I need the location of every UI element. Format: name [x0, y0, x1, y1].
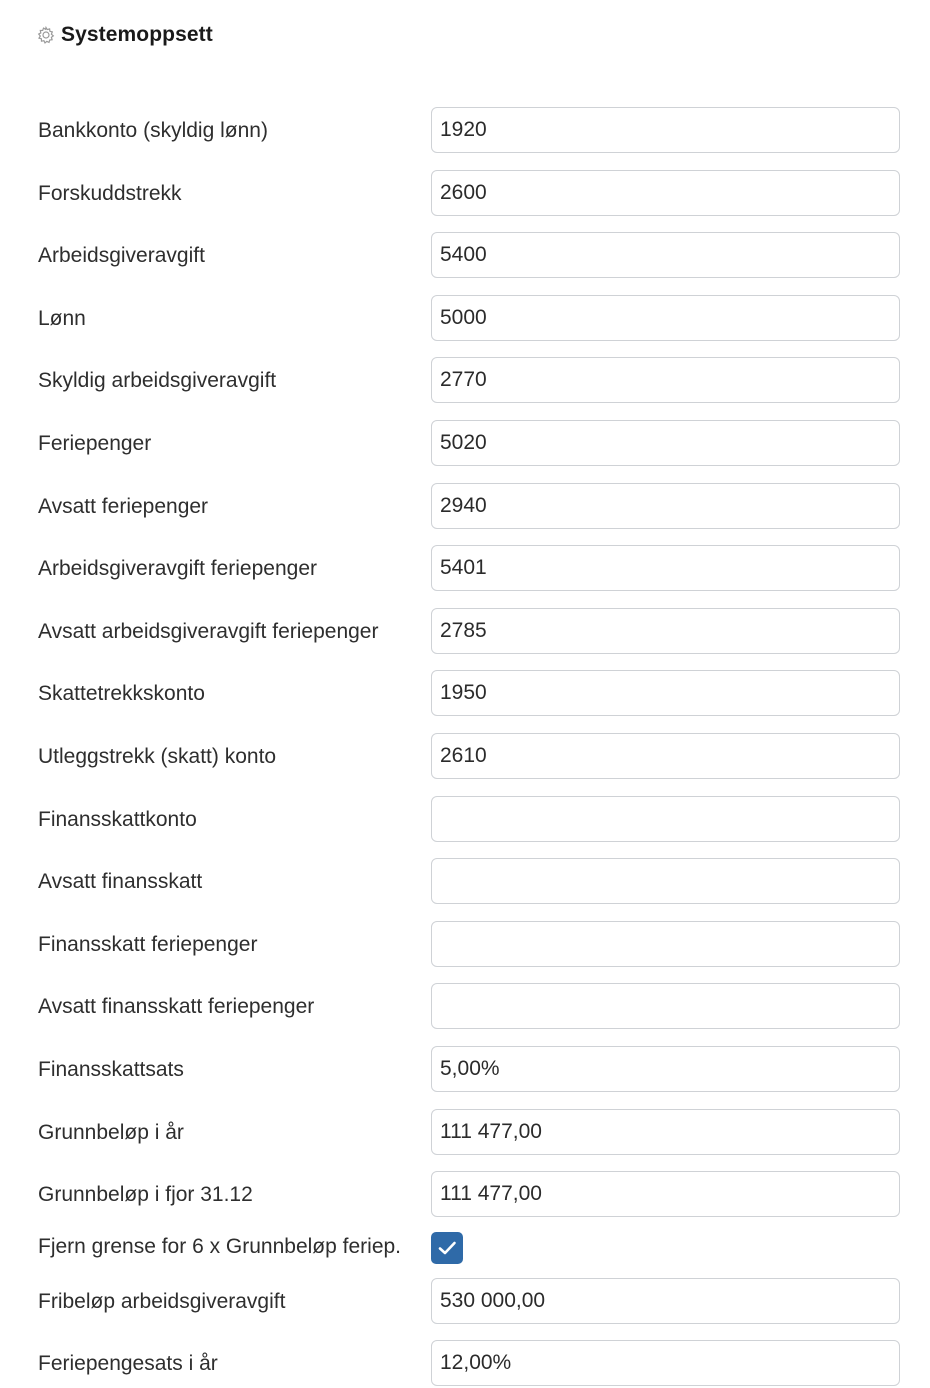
skattetrekkskonto-input[interactable]	[431, 670, 900, 716]
field-label: Avsatt arbeidsgiveravgift feriepenger	[38, 620, 379, 643]
field-label: Bankkonto (skyldig lønn)	[38, 119, 268, 142]
form-row-grunnbelop-i-ar	[0, 1109, 930, 1157]
field-label: Finansskattsats	[38, 1058, 184, 1081]
field-label: Forskuddstrekk	[38, 182, 182, 205]
forskuddstrekk-input[interactable]	[431, 170, 900, 216]
form-row-feriepengesats-i-ar	[0, 1340, 930, 1388]
feriepengesats-i-ar-input[interactable]	[431, 1340, 900, 1386]
field-label: Grunnbeløp i år	[38, 1121, 184, 1144]
lonn-input[interactable]	[431, 295, 900, 341]
field-label: Fribeløp arbeidsgiveravgift	[38, 1290, 286, 1313]
page-title: Systemoppsett	[61, 23, 213, 46]
arbeidsgiveravgift-feriepenger-input[interactable]	[431, 545, 900, 591]
feriepenger-input[interactable]	[431, 420, 900, 466]
field-label: Arbeidsgiveravgift feriepenger	[38, 557, 317, 580]
form-row-utleggstrekk-skatt-konto	[0, 733, 930, 781]
form-row-skyldig-arbeidsgiveravgift	[0, 357, 930, 405]
field-label: Finansskatt feriepenger	[38, 933, 258, 956]
field-label: Finansskattkonto	[38, 808, 197, 831]
fribelop-arbeidsgiveravgift-input[interactable]	[431, 1278, 900, 1324]
form-row-grunnbelop-i-fjor-31-12	[0, 1171, 930, 1219]
form-row-finansskatt-feriepenger	[0, 921, 930, 969]
form-row-feriepenger	[0, 420, 930, 468]
grunnbelop-i-ar-input[interactable]	[431, 1109, 900, 1155]
form-row-avsatt-arbeidsgiveravgift-feriepenger	[0, 608, 930, 656]
form-row-forskuddstrekk	[0, 170, 930, 218]
form-row-arbeidsgiveravgift	[0, 232, 930, 280]
avsatt-finansskatt-feriepenger-input[interactable]	[431, 983, 900, 1029]
form-row-avsatt-finansskatt-feriepenger	[0, 983, 930, 1031]
finansskatt-feriepenger-input[interactable]	[431, 921, 900, 967]
field-label: Arbeidsgiveravgift	[38, 244, 205, 267]
field-label: Skattetrekkskonto	[38, 682, 205, 705]
checkmark-icon	[436, 1237, 458, 1259]
arbeidsgiveravgift-input[interactable]	[431, 232, 900, 278]
form-row-skattetrekkskonto	[0, 670, 930, 718]
field-label: Feriepengesats i år	[38, 1352, 218, 1375]
avsatt-finansskatt-input[interactable]	[431, 858, 900, 904]
field-label: Skyldig arbeidsgiveravgift	[38, 369, 277, 392]
finansskattkonto-input[interactable]	[431, 796, 900, 842]
form-row-fjern-grense-for-6-x-grunnbelop-feriep	[0, 1223, 930, 1271]
form-row-avsatt-feriepenger	[0, 483, 930, 531]
grunnbelop-i-fjor-31-12-input[interactable]	[431, 1171, 900, 1217]
utleggstrekk-skatt-konto-input[interactable]	[431, 733, 900, 779]
page-header	[36, 20, 213, 50]
form-row-fribelop-arbeidsgiveravgift	[0, 1278, 930, 1326]
field-label: Lønn	[38, 307, 86, 330]
field-label: Avsatt feriepenger	[38, 495, 209, 518]
skyldig-arbeidsgiveravgift-input[interactable]	[431, 357, 900, 403]
field-label: Utleggstrekk (skatt) konto	[38, 745, 277, 768]
remove-limit-checkbox[interactable]	[431, 1232, 463, 1264]
form-row-avsatt-finansskatt	[0, 858, 930, 906]
form-row-finansskattkonto	[0, 796, 930, 844]
field-label: Avsatt finansskatt feriepenger	[38, 995, 315, 1018]
form-row-lonn	[0, 295, 930, 343]
finansskattsats-input[interactable]	[431, 1046, 900, 1092]
avsatt-arbeidsgiveravgift-feriepenger-input[interactable]	[431, 608, 900, 654]
bankkonto-skyldig-lonn-input[interactable]	[431, 107, 900, 153]
form-row-bankkonto-skyldig-lonn	[0, 107, 930, 155]
field-label: Grunnbeløp i fjor 31.12	[38, 1183, 253, 1206]
field-label: Avsatt finansskatt	[38, 870, 203, 893]
field-label: Feriepenger	[38, 432, 152, 455]
gear-icon	[36, 25, 56, 45]
form-row-arbeidsgiveravgift-feriepenger	[0, 545, 930, 593]
form-row-finansskattsats	[0, 1046, 930, 1094]
avsatt-feriepenger-input[interactable]	[431, 483, 900, 529]
checkbox-label: Fjern grense for 6 x Grunnbeløp feriep.	[38, 1235, 402, 1258]
